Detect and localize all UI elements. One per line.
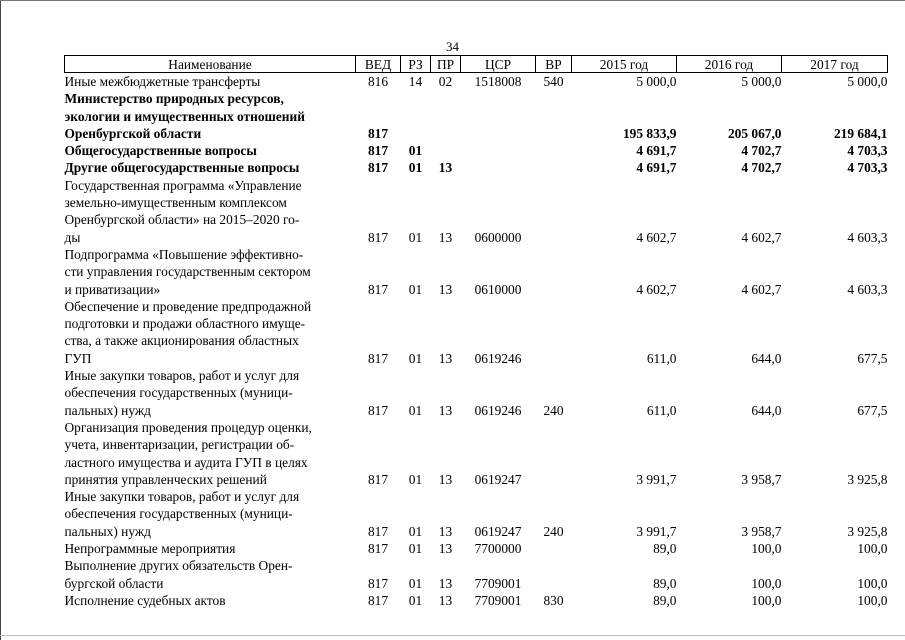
cell-pr: 13 — [438, 471, 453, 487]
cell-name-line: Иные межбюджетные трансферты — [64, 74, 261, 89]
cell-2016: 4 602,7 — [741, 281, 782, 297]
table-row — [65, 540, 888, 557]
cell-pr: 13 — [438, 523, 453, 539]
cell-2015: 4 691,7 — [636, 160, 677, 176]
cell-csr: 0619246 — [474, 402, 522, 418]
cell-pr: 13 — [438, 350, 453, 366]
cell-pr: 13 — [438, 160, 453, 176]
cell-2017: 219 684,1 — [833, 125, 888, 141]
cell-csr: 7709001 — [474, 592, 522, 608]
cell-csr — [461, 142, 536, 159]
cell-pr — [431, 142, 461, 159]
cell-csr: 1518008 — [474, 74, 522, 89]
cell-vr — [536, 557, 572, 592]
table-row — [65, 557, 888, 592]
cell-ved: 817 — [367, 541, 389, 557]
table-header-row — [65, 56, 888, 73]
cell-name-line: Организация проведения процедур оценки, — [64, 419, 312, 435]
cell-vr: 240 — [543, 402, 564, 418]
cell-vr — [536, 177, 572, 246]
cell-name-line: обеспечения государственных (муници- — [64, 385, 293, 401]
cell-2015: 611,0 — [646, 350, 677, 366]
cell-2017: 100,0 — [857, 575, 888, 591]
budget-table — [64, 55, 888, 609]
cell-2016: 644,0 — [751, 402, 782, 418]
cell-csr: 0600000 — [474, 229, 522, 245]
cell-name-line: Оренбургской области — [64, 125, 202, 141]
cell-ved: 817 — [367, 575, 389, 591]
cell-ved: 816 — [367, 74, 389, 89]
table-row — [65, 246, 888, 298]
cell-name — [65, 592, 356, 609]
cell-2016: 5 000,0 — [741, 74, 782, 89]
cell-csr: 7709001 — [474, 575, 522, 591]
cell-rz: 01 — [408, 160, 423, 176]
cell-pr: 13 — [438, 592, 453, 608]
cell-csr: 0619247 — [474, 523, 522, 539]
cell-2015: 5 000,0 — [636, 74, 677, 89]
cell-name-line: учета, инвентаризации, регистрации об- — [64, 437, 295, 453]
cell-name-line: обеспечения государственных (муници- — [64, 506, 293, 522]
cell-ved: 817 — [367, 523, 389, 539]
table-row — [65, 419, 888, 488]
cell-2016: 100,0 — [751, 575, 782, 591]
header-ved: ВЕД — [356, 56, 401, 73]
cell-name — [65, 488, 356, 540]
cell-2016: 4 602,7 — [741, 229, 782, 245]
cell-name-line: подготовки и продажи областного имуще- — [64, 316, 306, 332]
cell-2015: 4 691,7 — [636, 143, 677, 159]
cell-name — [65, 557, 356, 592]
header-2015: 2015 год — [572, 56, 677, 73]
cell-2017: 4 603,3 — [847, 281, 888, 297]
cell-vr: 830 — [543, 592, 564, 608]
cell-vr — [536, 298, 572, 367]
cell-2017: 4 603,3 — [847, 229, 888, 245]
cell-vr — [536, 540, 572, 557]
cell-name-line: Оренбургской области» на 2015–2020 го- — [64, 212, 300, 228]
header-rz: РЗ — [401, 56, 431, 73]
cell-2017: 3 925,8 — [847, 523, 888, 539]
cell-2015: 89,0 — [653, 575, 677, 591]
cell-rz: 01 — [408, 541, 423, 557]
cell-name-line: ства, а также акционирования областных — [64, 333, 299, 349]
header-2017: 2017 год — [782, 56, 888, 73]
cell-2015: 89,0 — [653, 592, 677, 608]
cell-rz: 01 — [408, 350, 423, 366]
cell-pr: 13 — [438, 402, 453, 418]
cell-rz: 01 — [408, 281, 423, 297]
cell-name-line: и приватизации» — [64, 281, 161, 297]
table-body — [65, 73, 888, 610]
cell-csr — [461, 90, 536, 142]
cell-2015: 4 602,7 — [636, 229, 677, 245]
table-row — [65, 367, 888, 419]
cell-ved: 817 — [367, 160, 389, 176]
cell-rz: 01 — [408, 229, 423, 245]
cell-ved: 817 — [367, 471, 389, 487]
cell-csr: 0610000 — [474, 281, 522, 297]
cell-pr: 13 — [438, 575, 453, 591]
cell-name-line: экологии и имущественных отношений — [64, 108, 305, 124]
header-vr: ВР — [536, 56, 572, 73]
cell-name-line: Иные закупки товаров, работ и услуг для — [64, 368, 300, 384]
cell-name — [65, 142, 356, 159]
cell-rz: 01 — [408, 143, 423, 159]
cell-2017: 100,0 — [857, 541, 888, 557]
cell-name-line: Иные закупки товаров, работ и услуг для — [64, 489, 300, 505]
cell-2017: 5 000,0 — [847, 74, 888, 89]
cell-rz: 01 — [408, 402, 423, 418]
cell-name-line: бургской области — [64, 575, 164, 591]
cell-name-line: сти управления государственным сектором — [64, 264, 311, 280]
cell-2015: 3 991,7 — [636, 523, 677, 539]
header-pr: ПР — [431, 56, 461, 73]
cell-name-line: Непрограммные мероприятия — [64, 541, 236, 557]
cell-name-line: Другие общегосударственные вопросы — [64, 160, 300, 176]
page-number: 34 — [446, 39, 459, 54]
cell-2017: 677,5 — [857, 350, 888, 366]
cell-2016: 644,0 — [751, 350, 782, 366]
cell-ved: 817 — [367, 402, 389, 418]
cell-name-line: пальных) нужд — [64, 523, 151, 539]
cell-ved: 817 — [367, 229, 389, 245]
cell-2017: 4 703,3 — [847, 143, 888, 159]
cell-2016: 100,0 — [751, 592, 782, 608]
cell-name — [65, 246, 356, 298]
cell-csr: 0619246 — [474, 350, 522, 366]
cell-2017: 3 925,8 — [847, 471, 888, 487]
cell-name — [65, 159, 356, 176]
table-row — [65, 592, 888, 609]
cell-rz: 01 — [408, 575, 423, 591]
cell-vr — [536, 159, 572, 176]
header-2016: 2016 год — [677, 56, 782, 73]
cell-name-line: земельно-имущественным комплексом — [64, 195, 287, 211]
cell-name-line: Подпрограмма «Повышение эффективно- — [64, 246, 304, 262]
cell-csr: 0619247 — [474, 471, 522, 487]
cell-rz — [401, 90, 431, 142]
cell-2016: 4 702,7 — [741, 143, 782, 159]
cell-name — [65, 367, 356, 419]
cell-name-line: ды — [64, 229, 81, 245]
scan-left-edge — [0, 0, 1, 640]
cell-2017: 677,5 — [857, 402, 888, 418]
cell-name-line: Государственная программа «Управление — [64, 177, 302, 193]
cell-name — [65, 73, 356, 91]
table-row — [65, 298, 888, 367]
cell-name-line: Выполнение других обязательств Орен- — [64, 558, 293, 574]
cell-2016: 3 958,7 — [741, 523, 782, 539]
cell-2015: 195 833,9 — [622, 125, 677, 141]
cell-name — [65, 540, 356, 557]
cell-ved: 817 — [367, 281, 389, 297]
cell-name-line: пальных) нужд — [64, 402, 151, 418]
cell-pr: 13 — [438, 541, 453, 557]
cell-name-line: Министерство природных ресурсов, — [64, 91, 284, 107]
cell-name — [65, 177, 356, 246]
cell-rz: 14 — [408, 74, 423, 89]
cell-rz: 01 — [408, 592, 423, 608]
cell-vr: 540 — [543, 74, 564, 89]
cell-2017: 4 703,3 — [847, 160, 888, 176]
cell-ved: 817 — [367, 350, 389, 366]
cell-pr — [431, 90, 461, 142]
cell-pr: 02 — [438, 74, 453, 89]
cell-2016: 205 067,0 — [727, 125, 782, 141]
cell-vr — [536, 90, 572, 142]
cell-name-line: Исполнение судебных актов — [64, 592, 226, 608]
table-row — [65, 90, 888, 142]
table-row — [65, 488, 888, 540]
cell-ved: 817 — [367, 125, 389, 141]
cell-name — [65, 90, 356, 142]
cell-2015: 3 991,7 — [636, 471, 677, 487]
cell-2016: 4 702,7 — [741, 160, 782, 176]
table-row — [65, 142, 888, 159]
cell-ved: 817 — [367, 143, 389, 159]
table-row — [65, 177, 888, 246]
cell-vr — [536, 246, 572, 298]
table-row — [65, 159, 888, 176]
cell-2015: 611,0 — [646, 402, 677, 418]
cell-rz: 01 — [408, 523, 423, 539]
cell-2016: 100,0 — [751, 541, 782, 557]
cell-ved: 817 — [367, 592, 389, 608]
header-name: Наименование — [65, 56, 356, 73]
cell-name-line: Общегосударственные вопросы — [64, 143, 257, 159]
cell-csr: 7700000 — [474, 541, 522, 557]
cell-2016: 3 958,7 — [741, 471, 782, 487]
scan-top-edge — [0, 0, 905, 1]
cell-csr — [461, 159, 536, 176]
scan-bottom-edge — [0, 635, 905, 636]
cell-name — [65, 298, 356, 367]
cell-rz: 01 — [408, 471, 423, 487]
table-row — [65, 73, 888, 91]
cell-name-line: ГУП — [64, 350, 92, 366]
cell-vr — [536, 142, 572, 159]
cell-name-line: ластного имущества и аудита ГУП в целях — [64, 454, 308, 470]
cell-pr: 13 — [438, 229, 453, 245]
cell-name-line: принятия управленческих решений — [64, 471, 267, 487]
cell-name — [65, 419, 356, 488]
cell-vr: 240 — [543, 523, 564, 539]
cell-2017: 100,0 — [857, 592, 888, 608]
header-csr: ЦСР — [461, 56, 536, 73]
cell-vr — [536, 419, 572, 488]
cell-2015: 89,0 — [653, 541, 677, 557]
cell-name-line: Обеспечение и проведение предпродажной — [64, 298, 312, 314]
cell-2015: 4 602,7 — [636, 281, 677, 297]
cell-pr: 13 — [438, 281, 453, 297]
